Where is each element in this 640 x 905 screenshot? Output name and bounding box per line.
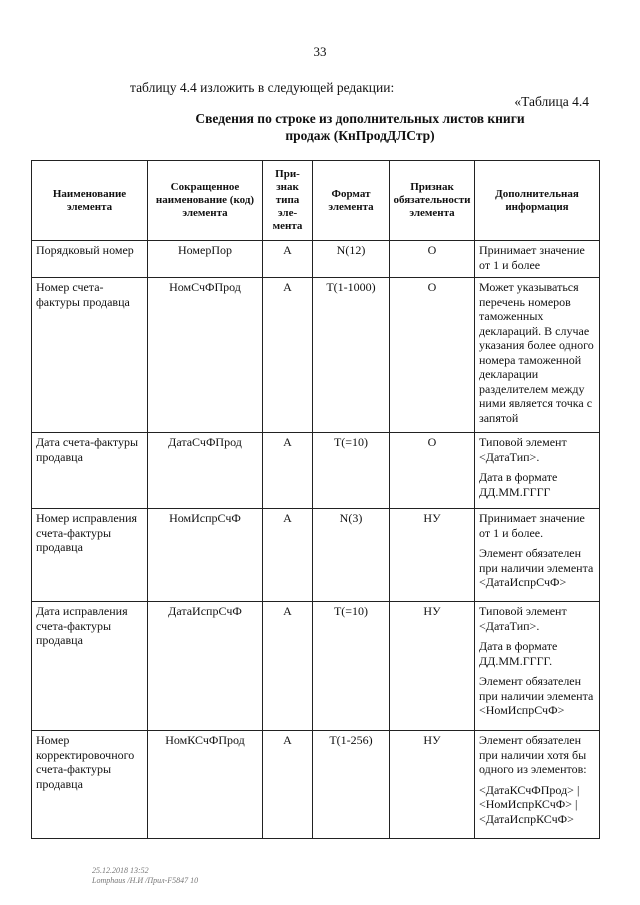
info-paragraph: Принимает значение от 1 и более. <box>479 511 585 540</box>
cell-required: О <box>390 241 475 278</box>
cell-required: НУ <box>390 602 475 731</box>
footer-timestamp: 25.12.2018 13:52 <box>92 866 149 875</box>
cell-info <box>475 509 600 602</box>
cell-required: НУ <box>390 509 475 602</box>
cell-type: А <box>263 433 313 509</box>
cell-required: О <box>390 433 475 509</box>
cell-format: T(1-256) <box>313 731 390 839</box>
table-label: «Таблица 4.4 <box>514 94 589 109</box>
cell-name: Номер исправления счета-фактуры продавца <box>32 509 148 602</box>
cell-name: Номер счета-фактуры продавца <box>32 278 148 433</box>
cell-format: T(1-1000) <box>313 278 390 433</box>
info-paragraph: Типовой элемент <ДатаТип>. <box>479 435 567 464</box>
cell-name: Дата исправления счета-фактуры продавца <box>32 602 148 731</box>
cell-type: А <box>263 602 313 731</box>
table-row <box>32 278 600 433</box>
cell-info <box>475 278 600 433</box>
table-row <box>32 433 600 509</box>
table-heading <box>150 110 570 144</box>
cell-code: ДатаСчФПрод <box>148 433 263 509</box>
cell-required: НУ <box>390 731 475 839</box>
elements-table <box>31 160 600 839</box>
table-row <box>32 731 600 839</box>
cell-type: А <box>263 731 313 839</box>
page-number: 33 <box>313 44 327 59</box>
table-row <box>32 241 600 278</box>
info-paragraph: Элемент обязателен при наличии элемента <ДатаИспрСчФ> <box>479 546 594 589</box>
cell-format: T(=10) <box>313 433 390 509</box>
footer-stamp <box>92 866 198 886</box>
intro-text: таблицу 4.4 изложить в следующей редакции: <box>130 80 395 95</box>
col-header-required: Признак обязательности элемента <box>390 161 475 241</box>
info-paragraph: Элемент обязателен при наличии элемента <НомИспрСчФ> <box>479 674 594 717</box>
info-paragraph: Принимает значение от 1 и более <box>479 243 585 272</box>
cell-name: Номер корректировочного счета-фактуры продавца <box>32 731 148 839</box>
cell-type: А <box>263 241 313 278</box>
col-header-type: При-знак типа эле-мента <box>263 161 313 241</box>
info-paragraph: Может указываться перечень номеров таможенных деклараций. В случае указания более одного номера таможенной декларации разделителем между ними является точка с запятой <box>479 280 594 425</box>
cell-info <box>475 731 600 839</box>
info-paragraph: Дата в формате ДД.ММ.ГГГГ <box>479 470 558 499</box>
cell-required: О <box>390 278 475 433</box>
heading-line-1: Сведения по строке из дополнительных листов книги <box>195 111 525 126</box>
table-row <box>32 509 600 602</box>
cell-name: Дата счета-фактуры продавца <box>32 433 148 509</box>
cell-code: ДатаИспрСчФ <box>148 602 263 731</box>
cell-code: НомКСчФПрод <box>148 731 263 839</box>
table-header-row <box>32 161 600 241</box>
col-header-name: Наименование элемента <box>32 161 148 241</box>
cell-code: НомСчФПрод <box>148 278 263 433</box>
cell-format: T(=10) <box>313 602 390 731</box>
table-row <box>32 602 600 731</box>
col-header-format: Формат элемента <box>313 161 390 241</box>
footer-document-id: Lomphaus /Н.И /Прил-F5847 10 <box>92 876 199 885</box>
col-header-code: Сокращенное наименование (код) элемента <box>148 161 263 241</box>
info-paragraph: Элемент обязателен при наличии хотя бы одного из элементов: <box>479 733 587 776</box>
info-paragraph: <ДатаКСчФПрод> | <НомИспрКСчФ> | <ДатаИспрКСчФ> <box>479 782 580 826</box>
cell-code: НомИспрСчФ <box>148 509 263 602</box>
info-paragraph: Типовой элемент <ДатаТип>. <box>479 604 567 633</box>
cell-name: Порядковый номер <box>32 241 148 278</box>
heading-line-2: продаж (КнПродДЛСтр) <box>285 128 435 143</box>
cell-format: N(3) <box>313 509 390 602</box>
info-paragraph: Дата в формате ДД.ММ.ГГГГ. <box>479 639 558 668</box>
cell-format: N(12) <box>313 241 390 278</box>
cell-info <box>475 241 600 278</box>
cell-info <box>475 433 600 509</box>
cell-info <box>475 602 600 731</box>
cell-code: НомерПор <box>148 241 263 278</box>
cell-type: А <box>263 278 313 433</box>
cell-type: А <box>263 509 313 602</box>
col-header-info: Дополнительная информация <box>475 161 600 241</box>
